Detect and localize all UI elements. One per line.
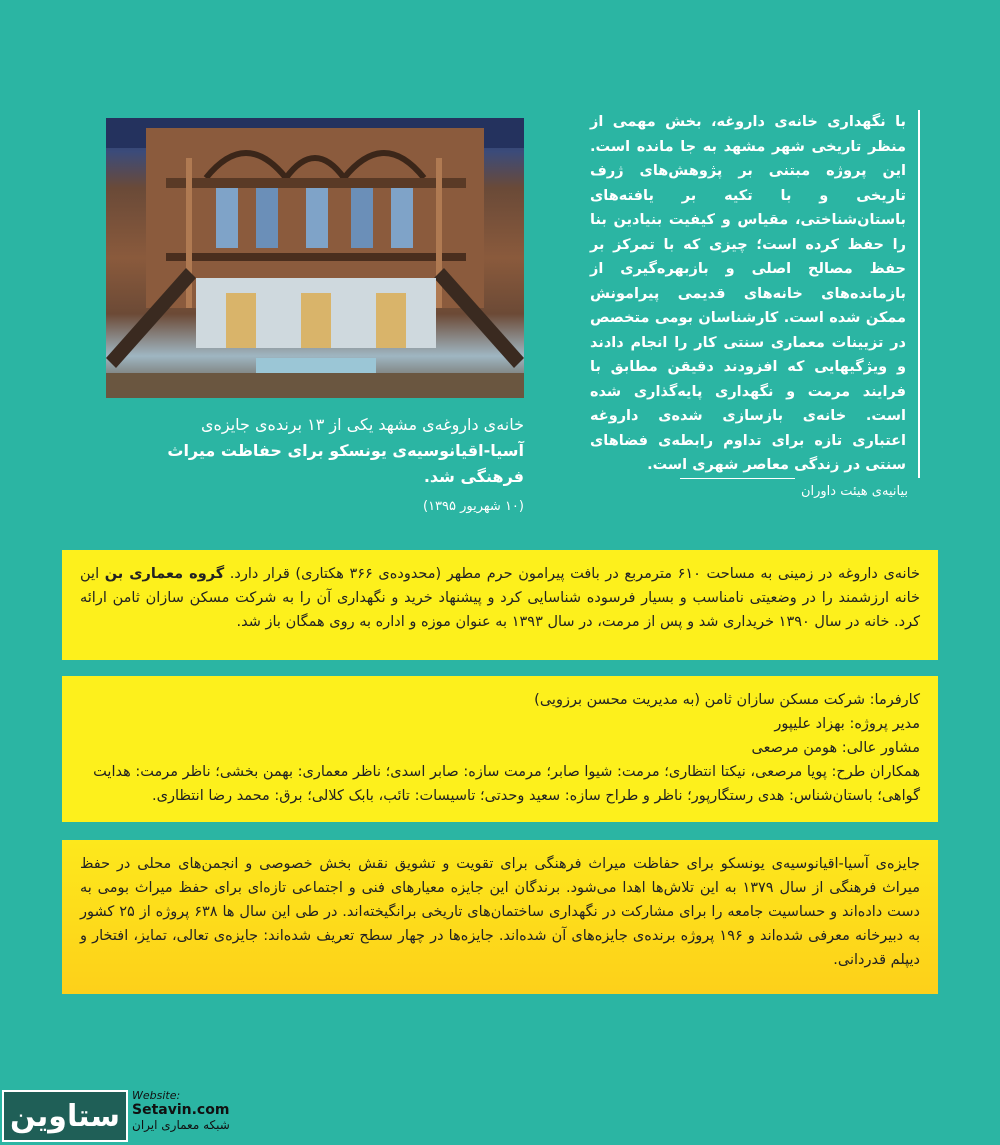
logo-url[interactable]: Setavin.com	[132, 1102, 230, 1118]
caption-line-2: آسیا-اقیانوسیه‌ی یونسکو برای حفاظت میراث فرهنگی شد.	[167, 441, 524, 486]
photo-caption	[106, 412, 524, 520]
description-bold: گروه معماری بن	[104, 566, 225, 582]
credit-project-manager: مدیر پروژه: بهزاد علیپور	[774, 716, 920, 732]
logo-subtitle: شبکه معماری ایران	[132, 1118, 230, 1132]
house-illustration	[106, 118, 524, 398]
logo-mark: ستاوین	[2, 1090, 128, 1142]
credit-team: همکاران طرح: پویا مرصعی، نیکتا انتظاری؛ مرمت: شیوا صابر؛ مرمت سازه: صابر اسدی؛ ناظر معماری: بهمن بخشی؛ ناظر مرمت: هدایت گواهی؛ باستان‌شناس: هدی رستگارپور؛ ناظر و طراح سازه: سعید وحدتی؛ تاسیسات: تائب، بابک کلالی؛ برق: محمد رضا انتظاری.	[93, 764, 920, 804]
credit-client: کارفرما: شرکت مسکن سازان ثامن (به مدیریت محسن برزویی)	[534, 692, 920, 708]
jury-signature: بیانیه‌ی هیئت داوران	[800, 484, 908, 499]
logo-website-label: Website:	[132, 1089, 181, 1102]
historic-house-photo	[106, 118, 524, 398]
award-info-box: جایزه‌ی آسیا-اقیانوسیه‌ی یونسکو برای حفاظت میراث فرهنگی برای تقویت و تشویق نقش بخش خصوصی و انجمن‌های محلی در حفظ میراث فرهنگی از سال ۱۳۷۹ به این تلاش‌ها اهدا می‌شود. برندگان این جایزه معیارهای فنی و اجتماعی تازه‌ای برای حفظ میراث بومی به دست داده‌اند و حساسیت جامعه را برای مشارکت در نگهداری ساختمان‌های تاریخی برانگیخته‌اند. در طی این سال ها ۶۳۸ پروژه از ۲۵ کشور به دبیرخانه معرفی شده‌اند و ۱۹۶ پروژه برنده‌ی جایزه‌های آن شده‌اند. جایزه‌ها در چهار سطح تعریف شده‌اند: جایزه‌ی تعالی، تمایز، افتخار و دیپلم قدردانی.	[62, 840, 938, 994]
jury-statement: با نگهداری خانه‌ی داروغه، بخش مهمی از منظر تاریخی شهر مشهد به جا مانده است. این پروژه مبتنی بر پژوهش‌های ژرف تاریخی و با تکیه بر یافته‌های باستان‌شناختی، مقیاس و کیفیت بنیادین بنا را حفظ کرده است؛ چیزی که با تمرکز بر حفظ مصالح اصلی و بازبهره‌گیری از بازمانده‌های خانه‌های قدیمی پیرامونش ممکن شده است. کارشناسان بومی متخصص در تزیینات معماری سنتی کار را انجام دادند و ویژگیهایی که افزودند دقیقن مطابق با فرایند مرمت و نگهداری پایه‌گذاری شده است. خانه‌ی بازسازی شده‌ی داروغه اعتباری تازه برای تداوم رابطه‌ی فضاهای سنتی در زندگی معاصر شهری است.	[590, 110, 920, 478]
logo-text	[132, 1090, 230, 1132]
signature-divider	[680, 478, 795, 479]
description-text-a: خانه‌ی داروغه در زمینی به مساحت ۶۱۰ مترمربع در بافت پیرامون حرم مطهر (محدوده‌ی ۳۶۶ هکتاری) قرار دارد.	[224, 566, 920, 582]
project-description-box	[62, 550, 938, 660]
caption-date: (۱۰ شهریور ۱۳۹۵)	[423, 499, 524, 514]
credit-advisor: مشاور عالی: هومن مرصعی	[751, 740, 920, 756]
description-text-b: این خانه ارزشمند را در وضعیتی نامناسب و بسیار فرسوده شناسایی کرد و پیشنهاد خرید و نگهداری آن را به شرکت مسکن سازان ثامن ارائه کرد. خانه در سال ۱۳۹۰ خریداری شد و پس از مرمت، در سال ۱۳۹۳ به عنوان موزه و اداره به روی همگان باز شد.	[80, 566, 920, 630]
caption-line-1: خانه‌ی داروغه‌ی مشهد یکی از ۱۳ برنده‌ی جایزه‌ی	[200, 415, 524, 434]
site-logo[interactable]	[0, 1088, 250, 1145]
credits-box	[62, 676, 938, 822]
